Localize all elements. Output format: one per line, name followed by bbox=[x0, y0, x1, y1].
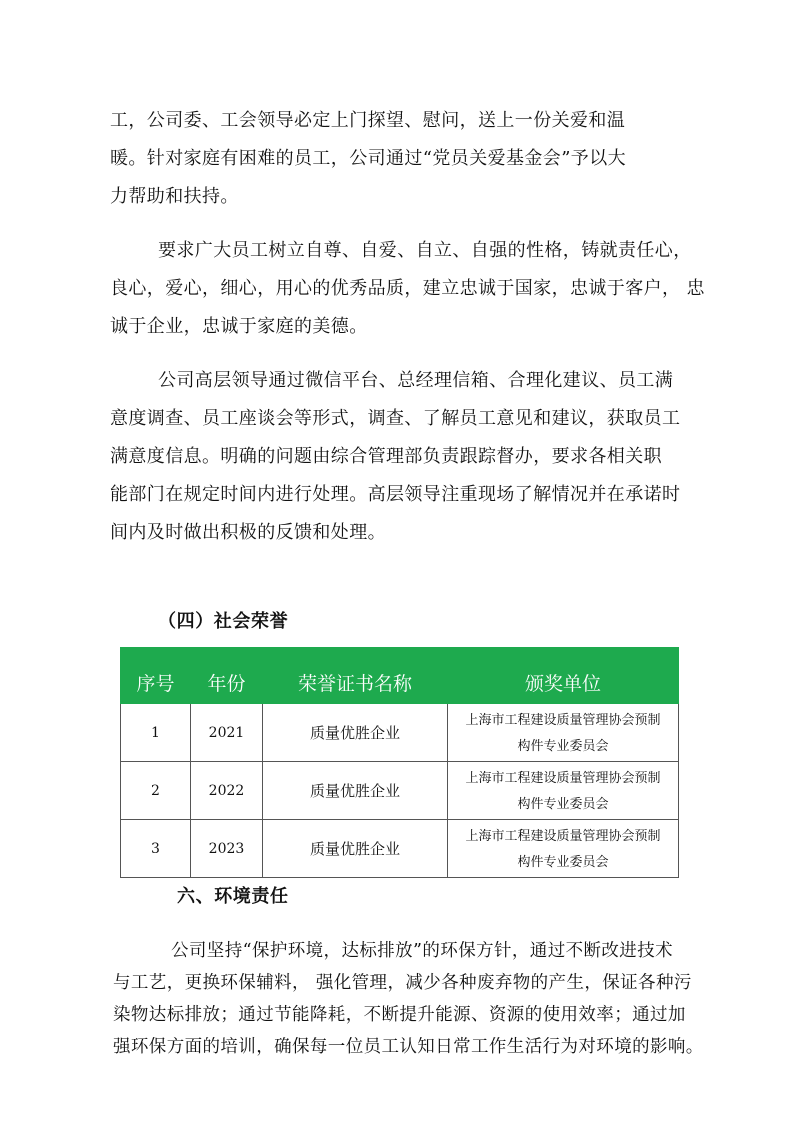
paragraph-line: 公司高层领导通过微信平台、总经理信箱、合理化建议、员工满 bbox=[158, 370, 674, 391]
cell-number: 2 bbox=[121, 762, 191, 820]
table-row bbox=[121, 762, 679, 820]
table-row bbox=[121, 820, 679, 878]
paragraph-line: 良心，爱心，细心，用心的优秀品质，建立忠诚于国家，忠诚于客户， 忠 bbox=[110, 278, 705, 299]
cell-issuer bbox=[448, 762, 679, 820]
paragraph-line: 暖。针对家庭有困难的员工，公司通过“党员关爱基金会”予以大 bbox=[110, 148, 627, 169]
cell-year: 2023 bbox=[191, 820, 263, 878]
paragraph-environment-policy bbox=[113, 935, 713, 1063]
paragraph-line: 诚于企业，忠诚于家庭的美德。 bbox=[110, 316, 368, 337]
paragraph-line: 能部门在规定时间内进行处理。高层领导注重现场了解情况并在承诺时 bbox=[110, 484, 681, 505]
column-header-number: 序号 bbox=[121, 648, 191, 704]
paragraph-line: 与工艺，更换环保辅料， 强化管理，减少各种废弃物的产生，保证各种污 bbox=[113, 973, 692, 993]
paragraph-line: 意度调查、员工座谈会等形式，调查、了解员工意见和建议，获取员工 bbox=[110, 408, 681, 429]
cell-year: 2021 bbox=[191, 704, 263, 762]
paragraph-line: 力帮助和扶持。 bbox=[110, 186, 239, 207]
paragraph-line: 要求广大员工树立自尊、自爱、自立、自强的性格，铸就责任心， bbox=[158, 240, 692, 261]
paragraph-line: 满意度信息。明确的问题由综合管理部负责跟踪督办，要求各相关职 bbox=[110, 446, 662, 467]
cell-certificate-name: 质量优胜企业 bbox=[263, 820, 448, 878]
cell-certificate-name: 质量优胜企业 bbox=[263, 762, 448, 820]
cell-issuer bbox=[448, 820, 679, 878]
issuer-line: 构件专业委员会 bbox=[517, 854, 609, 870]
honors-table bbox=[120, 647, 679, 878]
cell-issuer bbox=[448, 704, 679, 762]
issuer-line: 上海市工程建设质量管理协会预制 bbox=[465, 712, 661, 728]
paragraph-line: 间内及时做出积极的反馈和处理。 bbox=[110, 522, 386, 543]
paragraph-employee-virtues bbox=[110, 232, 705, 346]
paragraph-line: 染物达标排放；通过节能降耗，不断提升能源、资源的使用效率；通过加 bbox=[113, 1005, 686, 1025]
cell-number: 1 bbox=[121, 704, 191, 762]
issuer-line: 构件专业委员会 bbox=[517, 738, 609, 754]
table-row bbox=[121, 704, 679, 762]
issuer-line: 上海市工程建设质量管理协会预制 bbox=[465, 770, 661, 786]
issuer-line: 上海市工程建设质量管理协会预制 bbox=[465, 828, 661, 844]
cell-certificate-name: 质量优胜企业 bbox=[263, 704, 448, 762]
paragraph-line: 工，公司委、工会领导必定上门探望、慰问，送上一份关爱和温 bbox=[110, 110, 626, 131]
column-header-issuer: 颁奖单位 bbox=[448, 648, 679, 704]
paragraph-line: 公司坚持“保护环境，达标排放”的环保方针，通过不断改进技术 bbox=[171, 941, 673, 961]
section-heading-social-honors: （四）社会荣誉 bbox=[158, 611, 289, 632]
paragraph-line: 强环保方面的培训，确保每一位员工认知日常工作生活行为对环境的影响。 bbox=[113, 1037, 704, 1057]
issuer-line: 构件专业委员会 bbox=[517, 796, 609, 812]
column-header-year: 年份 bbox=[191, 648, 263, 704]
paragraph-feedback-channels bbox=[110, 362, 700, 552]
cell-year: 2022 bbox=[191, 762, 263, 820]
section-heading-environment: 六、环境责任 bbox=[177, 886, 289, 907]
cell-number: 3 bbox=[121, 820, 191, 878]
column-header-certificate-name: 荣誉证书名称 bbox=[263, 648, 448, 704]
paragraph-employee-care bbox=[110, 102, 700, 216]
table-header-row bbox=[121, 648, 679, 704]
